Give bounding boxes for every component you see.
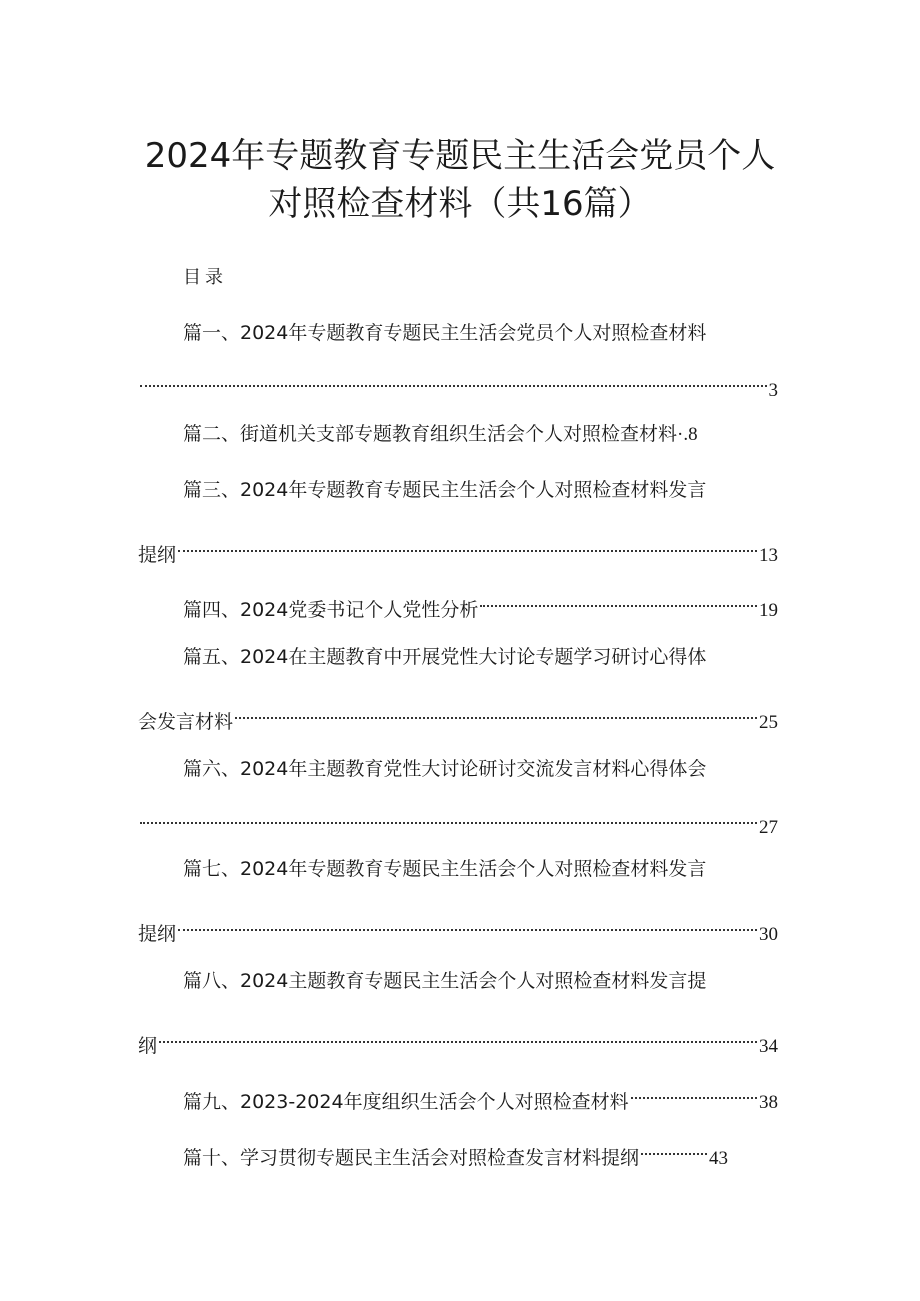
toc-entry-3-page: 13 [759,545,778,566]
toc-entry-6-page: 27 [759,817,778,838]
toc-entry-3-dots [176,531,759,561]
toc-entry-5-continuation: 会发言材料 [138,711,234,733]
toc-entry-7-dots [176,910,759,940]
toc-entry-5-page: 25 [759,712,778,733]
toc-entry-8-leader[interactable] [138,1022,778,1057]
toc-entry-3-leader[interactable] [138,531,778,566]
toc-entry-10-page: 43 [709,1148,728,1169]
toc-entry-8-continuation: 纲 [138,1035,158,1057]
toc-entry-9-title: 篇九、2023-2024年度组织生活会个人对照检查材料 [183,1091,629,1113]
toc-entry-2-title: 篇二、街道机关支部专题教育组织生活会个人对照检查材料 [183,423,678,445]
toc-entry-6-dots [138,803,759,833]
toc-entry-10[interactable] [183,1134,728,1169]
toc-entry-3-continuation: 提纲 [138,544,177,566]
toc-entry-10-title: 篇十、学习贯彻专题民主生活会对照检查发言材料提纲 [183,1147,640,1169]
document-title-line-2: 对照检查材料（共16篇） [268,184,652,224]
toc-entry-7-title[interactable]: 篇七、2024年专题教育专题民主生活会个人对照检查材料发言 [183,858,707,880]
toc-entry-4[interactable] [183,586,778,621]
toc-entry-8-page: 34 [759,1036,778,1057]
toc-entry-7-page: 30 [759,924,778,945]
toc-entry-6-leader[interactable] [138,803,778,838]
toc-entry-10-dots [639,1134,709,1164]
toc-entry-2-page: ·.8 [677,424,698,445]
toc-entry-7-leader[interactable] [138,910,778,945]
toc-entry-1-dots [138,366,769,396]
toc-entry-7-continuation: 提纲 [138,923,177,945]
toc-entry-1-page: 3 [768,380,778,401]
toc-entry-9[interactable] [183,1078,778,1113]
toc-entry-9-dots [629,1078,759,1108]
toc-entry-9-page: 38 [759,1092,778,1113]
toc-entry-5-leader[interactable] [138,698,778,733]
toc-entry-5-dots [233,698,759,728]
toc-entry-8-dots [157,1022,759,1052]
document-title-line-1: 2024年专题教育专题民主生活会党员个人 [144,136,776,176]
toc-entry-4-page: 19 [759,600,778,621]
toc-entry-4-dots [478,586,759,616]
toc-entry-2[interactable] [183,419,723,449]
toc-entry-8-title[interactable]: 篇八、2024主题教育专题民主生活会个人对照检查材料发言提 [183,970,707,992]
toc-entry-4-title: 篇四、2024党委书记个人党性分析 [183,599,479,621]
toc-entry-6-title[interactable]: 篇六、2024年主题教育党性大讨论研讨交流发言材料心得体会 [183,758,707,780]
toc-entry-1-leader[interactable] [138,366,778,401]
toc-heading: 目录 [183,267,227,288]
toc-entry-1-title[interactable]: 篇一、2024年专题教育专题民主生活会党员个人对照检查材料 [183,322,707,344]
toc-entry-5-title[interactable]: 篇五、2024在主题教育中开展党性大讨论专题学习研讨心得体 [183,646,707,668]
toc-entry-3-title[interactable]: 篇三、2024年专题教育专题民主生活会个人对照检查材料发言 [183,479,707,501]
